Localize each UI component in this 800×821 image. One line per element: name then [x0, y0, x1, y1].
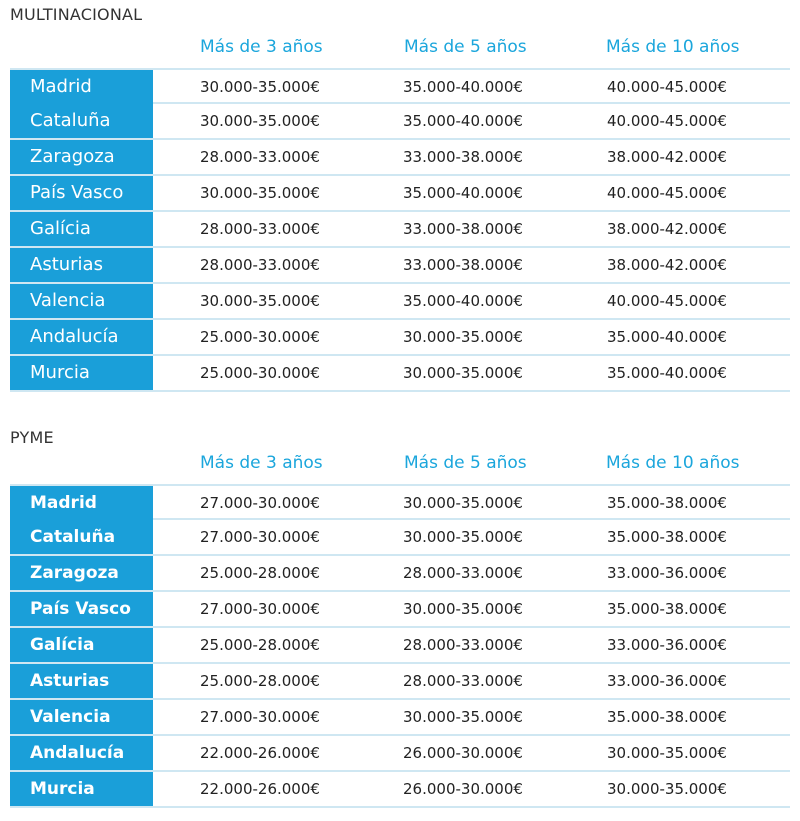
salary-cell: 27.000-30.000€ [200, 528, 320, 546]
salary-cell: 30.000-35.000€ [403, 528, 523, 546]
salary-cell: 38.000-42.000€ [607, 256, 727, 274]
salary-cell: 30.000-35.000€ [403, 328, 523, 346]
region-label: Valencia [10, 700, 153, 734]
table-row [10, 556, 790, 592]
salary-cell: 27.000-30.000€ [200, 600, 320, 618]
salary-cell: 26.000-30.000€ [403, 744, 523, 762]
column-header-5-years: Más de 5 años [404, 37, 527, 57]
salary-cell: 28.000-33.000€ [403, 564, 523, 582]
region-label: Cataluña [10, 520, 153, 554]
salary-cell: 30.000-35.000€ [200, 78, 320, 96]
salary-cell: 35.000-40.000€ [403, 78, 523, 96]
salary-cell: 28.000-33.000€ [200, 256, 320, 274]
salary-cell: 25.000-28.000€ [200, 672, 320, 690]
salary-cell: 33.000-36.000€ [607, 672, 727, 690]
salary-cell: 35.000-38.000€ [607, 528, 727, 546]
column-header-10-years: Más de 10 años [606, 37, 740, 57]
salary-cell: 30.000-35.000€ [403, 708, 523, 726]
region-label: Valencia [10, 284, 153, 318]
salary-cell: 40.000-45.000€ [607, 78, 727, 96]
region-label: Zaragoza [10, 556, 153, 590]
salary-cell: 40.000-45.000€ [607, 112, 727, 130]
table-row [10, 212, 790, 248]
salary-cell: 30.000-35.000€ [403, 364, 523, 382]
salary-cell: 25.000-28.000€ [200, 564, 320, 582]
salary-cell: 22.000-26.000€ [200, 744, 320, 762]
salary-cell: 30.000-35.000€ [200, 184, 320, 202]
table-row [10, 736, 790, 772]
salary-cell: 22.000-26.000€ [200, 780, 320, 798]
salary-cell: 35.000-40.000€ [403, 112, 523, 130]
table-row [10, 68, 790, 104]
salary-cell: 35.000-40.000€ [607, 364, 727, 382]
region-label: Andalucía [10, 736, 153, 770]
column-header-3-years: Más de 3 años [200, 453, 323, 473]
region-label: Madrid [10, 486, 153, 520]
column-header-5-years: Más de 5 años [404, 453, 527, 473]
table-row [10, 484, 790, 520]
salary-cell: 40.000-45.000€ [607, 184, 727, 202]
table-row [10, 592, 790, 628]
salary-cell: 35.000-38.000€ [607, 494, 727, 512]
table-row [10, 520, 790, 556]
salary-cell: 40.000-45.000€ [607, 292, 727, 310]
salary-cell: 25.000-30.000€ [200, 328, 320, 346]
region-label: Asturias [10, 664, 153, 698]
salary-cell: 27.000-30.000€ [200, 708, 320, 726]
section-title: MULTINACIONAL [10, 5, 143, 24]
region-label: Cataluña [10, 104, 153, 138]
table-row [10, 356, 790, 392]
region-label: Madrid [10, 70, 153, 104]
salary-cell: 38.000-42.000€ [607, 220, 727, 238]
salary-cell: 35.000-40.000€ [607, 328, 727, 346]
table-row [10, 700, 790, 736]
salary-cell: 28.000-33.000€ [200, 148, 320, 166]
salary-cell: 33.000-38.000€ [403, 256, 523, 274]
region-label: Zaragoza [10, 140, 153, 174]
table-row [10, 104, 790, 140]
table-row [10, 628, 790, 664]
salary-cell: 28.000-33.000€ [200, 220, 320, 238]
region-label: País Vasco [10, 176, 153, 210]
salary-cell: 27.000-30.000€ [200, 494, 320, 512]
region-label: Asturias [10, 248, 153, 282]
salary-cell: 33.000-36.000€ [607, 564, 727, 582]
salary-cell: 30.000-35.000€ [200, 292, 320, 310]
salary-cell: 25.000-28.000€ [200, 636, 320, 654]
table-row [10, 772, 790, 808]
salary-cell: 35.000-38.000€ [607, 600, 727, 618]
table-row [10, 140, 790, 176]
salary-cell: 28.000-33.000€ [403, 636, 523, 654]
salary-cell: 35.000-40.000€ [403, 292, 523, 310]
region-label: Murcia [10, 356, 153, 390]
table-row [10, 176, 790, 212]
salary-cell: 35.000-38.000€ [607, 708, 727, 726]
salary-cell: 30.000-35.000€ [403, 494, 523, 512]
table-row [10, 664, 790, 700]
salary-cell: 28.000-33.000€ [403, 672, 523, 690]
region-label: Galícia [10, 212, 153, 246]
region-label: Andalucía [10, 320, 153, 354]
salary-cell: 30.000-35.000€ [607, 744, 727, 762]
table-row [10, 248, 790, 284]
salary-cell: 33.000-38.000€ [403, 220, 523, 238]
column-header-3-years: Más de 3 años [200, 37, 323, 57]
salary-cell: 30.000-35.000€ [607, 780, 727, 798]
salary-cell: 35.000-40.000€ [403, 184, 523, 202]
salary-cell: 33.000-38.000€ [403, 148, 523, 166]
salary-cell: 30.000-35.000€ [200, 112, 320, 130]
salary-cell: 26.000-30.000€ [403, 780, 523, 798]
salary-cell: 38.000-42.000€ [607, 148, 727, 166]
salary-cell: 30.000-35.000€ [403, 600, 523, 618]
salary-cell: 33.000-36.000€ [607, 636, 727, 654]
column-header-10-years: Más de 10 años [606, 453, 740, 473]
section-title: PYME [10, 428, 54, 447]
salary-cell: 25.000-30.000€ [200, 364, 320, 382]
region-label: País Vasco [10, 592, 153, 626]
region-label: Murcia [10, 772, 153, 806]
region-label: Galícia [10, 628, 153, 662]
table-row [10, 284, 790, 320]
table-row [10, 320, 790, 356]
